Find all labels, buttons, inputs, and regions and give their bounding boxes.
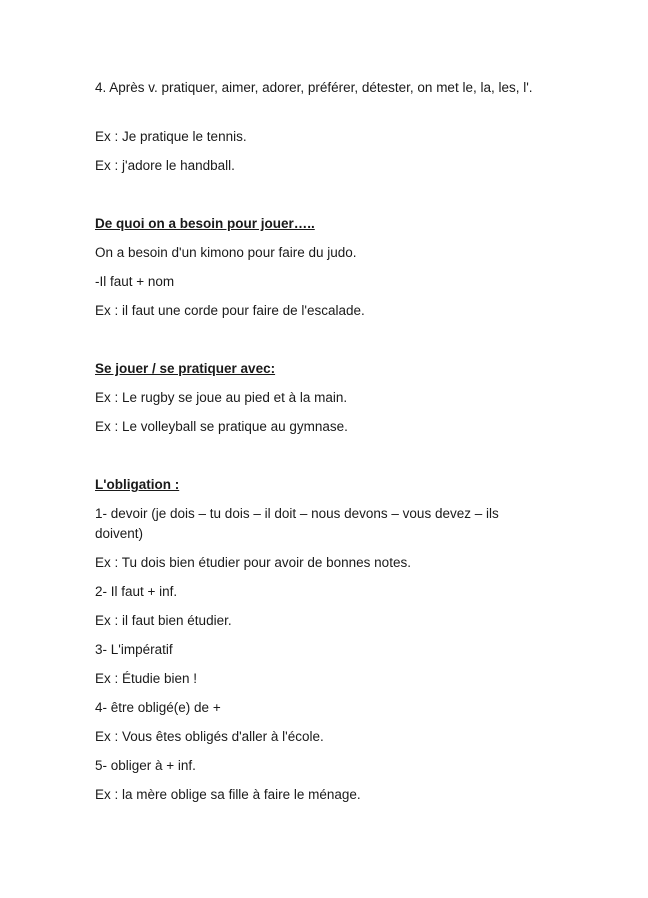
section-jouer-example-2: Ex : Le volleyball se pratique au gymnase.: [95, 419, 348, 434]
section-jouer-heading: Se jouer / se pratiquer avec:: [95, 361, 276, 376]
obligation-example-4: Ex : Vous êtes obligés d'aller à l'école.: [95, 729, 324, 744]
obligation-item-4: 4- être obligé(e) de +: [95, 700, 221, 715]
section-obligation-heading: L'obligation :: [95, 477, 180, 492]
obligation-example-1: Ex : Tu dois bien étudier pour avoir de bonnes notes.: [95, 555, 411, 570]
obligation-item-3: 3- L'impératif: [95, 642, 173, 657]
obligation-example-5: Ex : la mère oblige sa fille à faire le ménage.: [95, 787, 361, 802]
section-besoin-line-2: -Il faut + nom: [95, 274, 175, 289]
obligation-example-2: Ex : il faut bien étudier.: [95, 613, 232, 628]
rule-4-example-2: Ex : j'adore le handball.: [95, 158, 235, 173]
section-jouer-example-1: Ex : Le rugby se joue au pied et à la main.: [95, 390, 348, 405]
section-besoin-line-1: On a besoin d'un kimono pour faire du judo.: [95, 245, 357, 260]
obligation-item-5: 5- obliger à + inf.: [95, 758, 196, 773]
section-besoin-heading: De quoi on a besoin pour jouer…..: [95, 216, 315, 231]
rule-4-text: 4. Après v. pratiquer, aimer, adorer, préférer, détester, on met le, la, les, l'.: [95, 80, 533, 95]
obligation-item-2: 2- Il faut + inf.: [95, 584, 178, 599]
section-besoin-line-3: Ex : il faut une corde pour faire de l'escalade.: [95, 303, 365, 318]
rule-4-example-1: Ex : Je pratique le tennis.: [95, 129, 247, 144]
obligation-item-1: 1- devoir (je dois – tu dois – il doit – nous devons – vous devez – ils doivent): [95, 506, 499, 541]
obligation-example-3: Ex : Étudie bien !: [95, 671, 198, 686]
